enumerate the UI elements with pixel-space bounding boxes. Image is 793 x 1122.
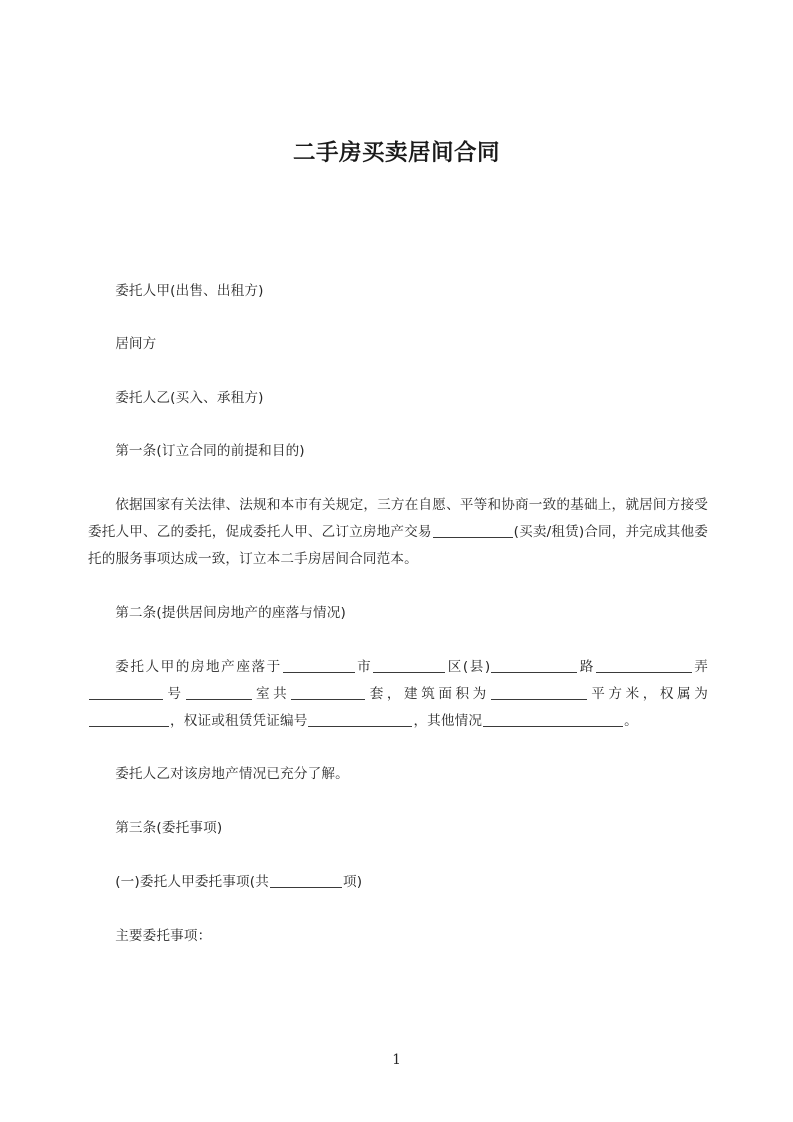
article-1-body-middle: (买卖/租赁)合同，并完成其他委托的服务事项达成一致，订立本二手房居间合同范本。: [88, 524, 708, 567]
number-label: 号: [164, 685, 185, 702]
other-conditions-label: ，其他情况: [413, 712, 483, 729]
lane-label: 弄: [692, 658, 709, 675]
district-label: 区(县): [446, 658, 491, 675]
spacer: [88, 842, 708, 869]
road-label: 路: [578, 658, 595, 675]
spacer: [88, 305, 708, 332]
page-number: 1: [392, 1052, 401, 1068]
article-1-heading: 第一条(订立合同的前提和目的): [115, 443, 305, 460]
document-body: [88, 278, 708, 950]
area-unit-label: 平方米，权属为: [587, 685, 708, 702]
city-blank: [283, 659, 355, 673]
road-blank: [491, 659, 577, 673]
floor-area-blank: [491, 686, 587, 700]
suite-label: 套，建筑面积为: [366, 685, 490, 702]
main-items-label: 主要委托事项：: [115, 928, 212, 945]
article-1-body: [88, 492, 708, 573]
party-b-line: 委托人乙(买入、承租方): [115, 389, 264, 406]
item-one-suffix: 项): [343, 874, 363, 891]
city-label: 市: [355, 658, 373, 675]
article-3-heading: 第三条(委托事项): [115, 820, 223, 837]
spacer: [88, 788, 708, 815]
spacer: [88, 896, 708, 923]
suite-count-blank: [291, 686, 365, 700]
item-count-blank: [270, 874, 342, 888]
certificate-number-blank: [308, 713, 412, 727]
party-a-line: 委托人甲(出售、出租方): [115, 283, 264, 299]
district-blank: [373, 659, 445, 673]
spacer: [88, 627, 708, 654]
spacer: [88, 573, 708, 600]
spacer: [88, 734, 708, 761]
item-one-prefix: (一)委托人甲委托事项(共: [115, 874, 269, 891]
article-3-item-one: [88, 869, 708, 896]
article-2-heading: 第二条(提供居间房地产的座落与情况): [115, 604, 346, 621]
page-title: 二手房买卖居间合同: [292, 140, 500, 166]
party-b-acknowledgement: 委托人乙对该房地产情况已充分了解。: [115, 766, 349, 783]
spacer: [88, 358, 708, 385]
article-2-address-body: [88, 654, 708, 735]
room-label: 室共: [252, 685, 291, 702]
address-lead-text: 委托人甲的房地产座落于: [115, 658, 282, 675]
broker-line: 居间方: [115, 336, 157, 353]
article-1-body-prefix: 依据国家有关法律、法规和本市有关规定，三方在自愿、平等和协商一致的基础上，就居间方接受委托人甲、乙的委托，促成委托人甲、乙订立房地产交易: [88, 497, 708, 541]
lane-blank: [596, 659, 692, 673]
transaction-type-blank: [433, 524, 513, 538]
other-conditions-blank: [483, 713, 623, 727]
spacer: [88, 465, 708, 492]
room-blank: [186, 686, 252, 700]
ownership-blank: [89, 713, 169, 727]
certificate-label: ，权证或租赁凭证编号: [170, 712, 308, 729]
spacer: [88, 412, 708, 439]
address-period: 。: [624, 712, 638, 729]
number-blank: [89, 686, 163, 700]
